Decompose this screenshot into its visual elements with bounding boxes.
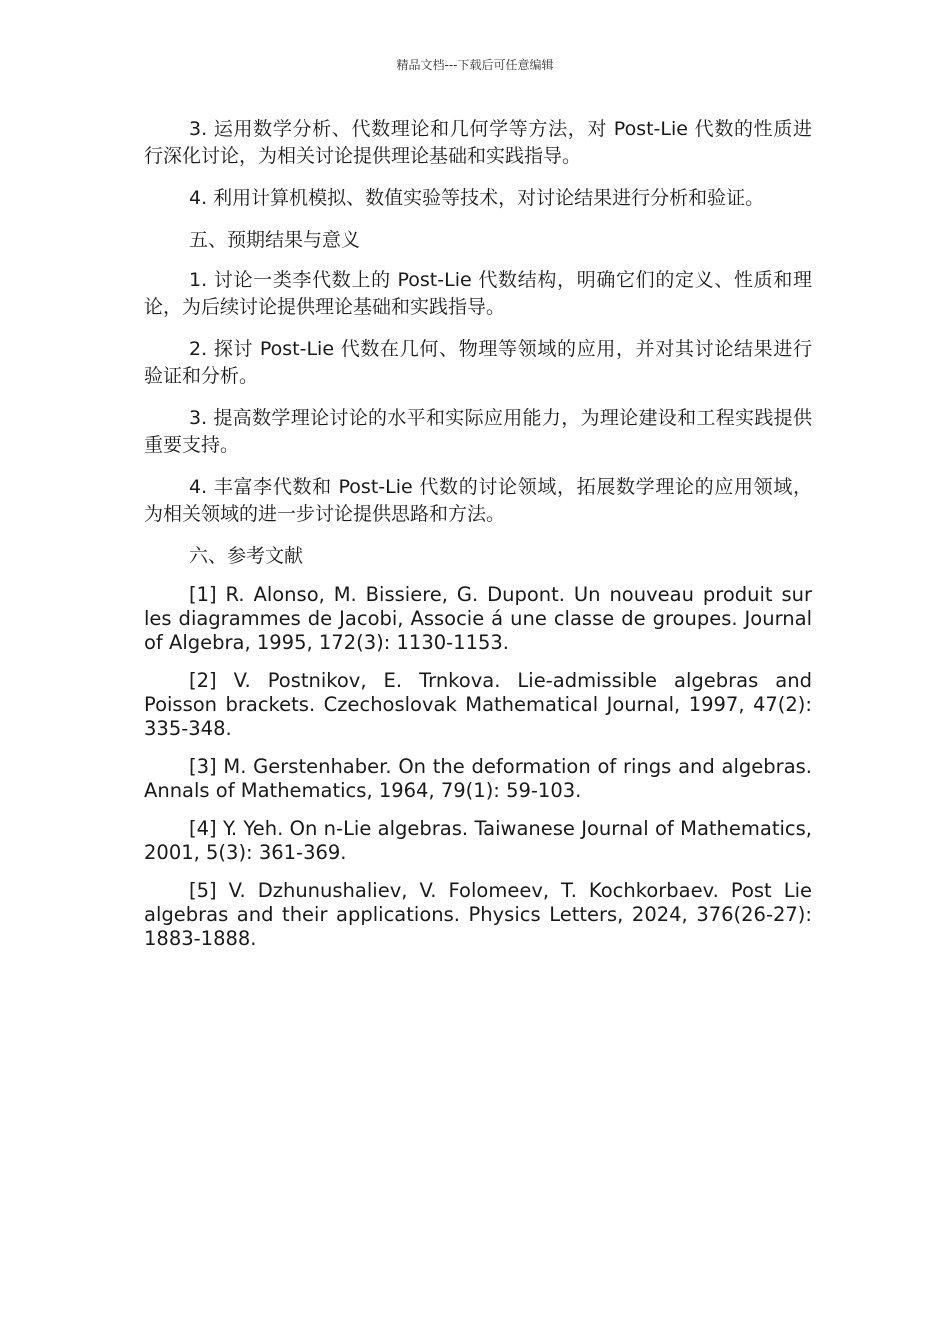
reference-4: [4] Y. Yeh. On n-Lie algebras. Taiwanese Journal of Mathematics, 2001, 5(3): 361-369. xyxy=(144,817,812,864)
result-item-1: 1. 讨论一类李代数上的 Post-Lie 代数结构，明确它们的定义、性质和理论，为后续讨论提供理论基础和实践指导。 xyxy=(144,269,812,318)
reference-1: [1] R. Alonso, M. Bissiere, G. Dupont. Un nouveau produit sur les diagrammes de Jacobi, Associe á une classe de groupes. Journal of Algebra, 1995, 172(3): 1130-1153. xyxy=(144,583,812,654)
section-heading-expected-results: 五、预期结果与意义 xyxy=(189,229,361,251)
reference-5: [5] V. Dzhunushaliev, V. Folomeev, T. Kochkorbaev. Post Lie algebras and their applications. Physics Letters, 2024, 376(26-27): 1883-1888. xyxy=(144,879,812,950)
result-item-2: 2. 探讨 Post-Lie 代数在几何、物理等领域的应用，并对其讨论结果进行验证和分析。 xyxy=(144,338,812,387)
result-item-4: 4. 丰富李代数和 Post-Lie 代数的讨论领域，拓展数学理论的应用领域，为相关领域的进一步讨论提供思路和方法。 xyxy=(144,476,812,525)
method-item-3: 3. 运用数学分析、代数理论和几何学等方法，对 Post-Lie 代数的性质进行深化讨论，为相关讨论提供理论基础和实践指导。 xyxy=(144,118,812,167)
section-heading-references: 六、参考文献 xyxy=(189,545,304,567)
page-header: 精品文档---下载后可任意编辑 xyxy=(396,58,554,72)
method-item-4: 4. 利用计算机模拟、数值实验等技术，对讨论结果进行分析和验证。 xyxy=(189,187,765,209)
document-body xyxy=(144,116,812,965)
result-item-3: 3. 提高数学理论讨论的水平和实际应用能力，为理论建设和工程实践提供重要支持。 xyxy=(144,407,812,456)
reference-2: [2] V. Postnikov, E. Trnkova. Lie-admissible algebras and Poisson brackets. Czechoslovak Mathematical Journal, 1997, 47(2): 335-348. xyxy=(144,669,812,740)
reference-3: [3] M. Gerstenhaber. On the deformation of rings and algebras. Annals of Mathematics, 1964, 79(1): 59-103. xyxy=(144,755,812,802)
